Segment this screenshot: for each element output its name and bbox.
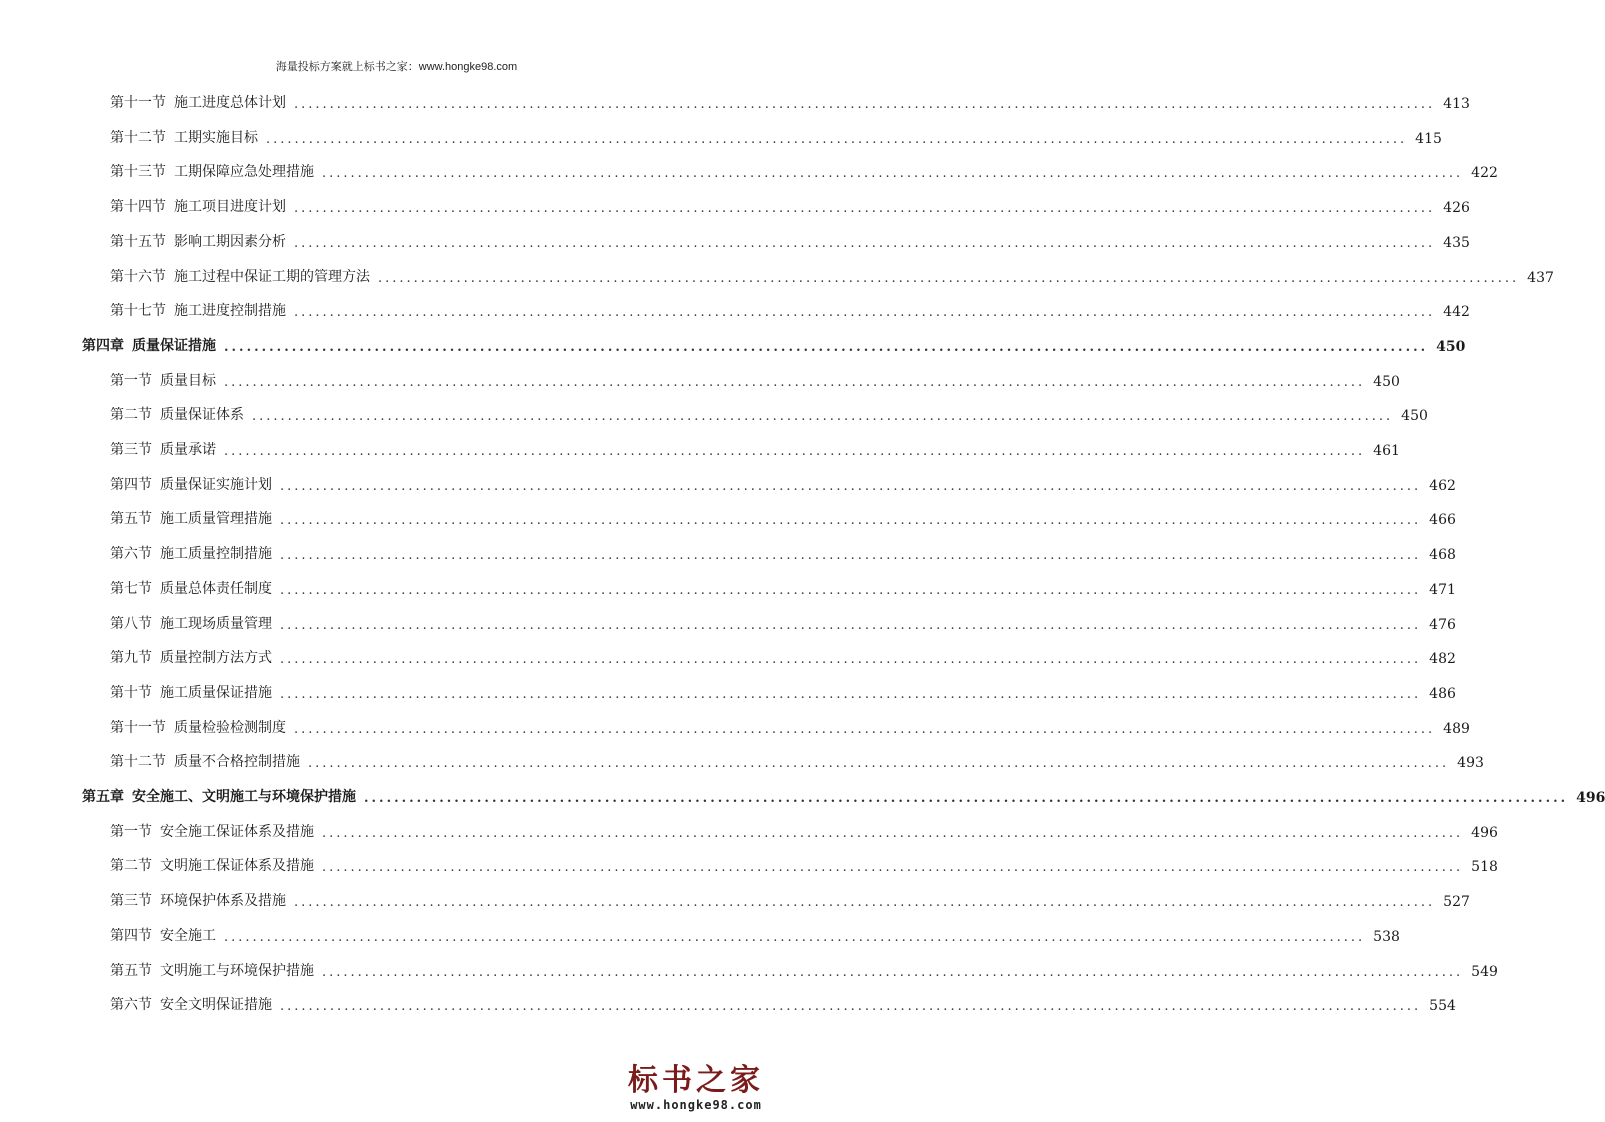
toc-entry-label	[110, 92, 286, 112]
toc-page-number: 518	[1471, 859, 1498, 876]
toc-section-entry[interactable]	[110, 539, 1456, 564]
toc-page-number: 422	[1471, 165, 1498, 182]
toc-entry-title: 安全施工保证体系及措施	[160, 823, 314, 840]
toc-section-entry[interactable]	[110, 851, 1498, 876]
toc-section-entry[interactable]	[110, 643, 1456, 668]
toc-entry-title: 质量承诺	[160, 442, 216, 458]
toc-section-entry[interactable]	[110, 713, 1470, 737]
toc-entry-number: 第二节	[110, 858, 152, 875]
toc-entry-title: 安全施工	[160, 927, 216, 944]
toc-leader-dots: ................................................................................................................................................................	[294, 305, 1436, 321]
toc-section-entry[interactable]	[110, 574, 1456, 598]
toc-page-number: 466	[1429, 512, 1456, 529]
logo-url: www.hongke98.com	[630, 1098, 762, 1112]
toc-leader-dots: ................................................................................................................................................................	[252, 409, 1394, 425]
toc-section-entry[interactable]	[110, 296, 1470, 321]
toc-entry-number: 第十五节	[110, 233, 166, 250]
toc-section-entry[interactable]	[110, 435, 1400, 459]
toc-entry-title: 影响工期因素分析	[174, 233, 286, 250]
toc-entry-label	[110, 439, 216, 459]
brand-logo	[621, 1064, 771, 1112]
toc-entry-title: 文明施工与环境保护措施	[160, 962, 314, 979]
toc-leader-dots: ................................................................................................................................................................	[224, 374, 1366, 390]
toc-page-number: 450	[1373, 373, 1400, 390]
toc-entry-label	[110, 647, 272, 667]
toc-section-entry[interactable]	[110, 817, 1498, 841]
toc-leader-dots: ................................................................................................................................................................	[224, 929, 1366, 945]
toc-entry-label	[110, 960, 314, 980]
toc-entry-number: 第一节	[110, 823, 152, 840]
toc-leader-dots: ................................................................................................................................................................	[294, 235, 1436, 251]
toc-leader-dots: ................................................................................................................................................................	[322, 166, 1464, 182]
toc-entry-title: 施工项目进度计划	[174, 199, 286, 216]
toc-entry-number: 第十一节	[110, 95, 166, 111]
toc-entry-label	[110, 821, 314, 841]
toc-entry-label	[110, 474, 272, 494]
toc-entry-label	[110, 890, 286, 910]
toc-chapter-entry[interactable]	[82, 331, 1466, 355]
toc-section-entry[interactable]	[110, 123, 1442, 147]
toc-section-entry[interactable]	[110, 88, 1470, 112]
toc-entry-label	[110, 578, 272, 598]
toc-entry-number: 第三节	[110, 893, 152, 910]
toc-section-entry[interactable]	[110, 262, 1554, 286]
toc-entry-label	[110, 613, 272, 633]
toc-entry-number: 第四章	[82, 337, 124, 354]
toc-entry-number: 第七节	[110, 580, 152, 597]
toc-entry-title: 质量保证体系	[160, 407, 244, 424]
toc-leader-dots: ................................................................................................................................................................	[294, 97, 1436, 112]
toc-entry-number: 第十三节	[110, 164, 166, 181]
toc-section-entry[interactable]	[110, 400, 1428, 425]
toc-entry-label	[110, 543, 272, 563]
toc-entry-label	[110, 370, 216, 390]
toc-page-number: 450	[1401, 408, 1428, 425]
toc-leader-dots: ................................................................................................................................................................	[224, 339, 1429, 355]
toc-page-number: 486	[1429, 685, 1456, 702]
toc-entry-label	[82, 335, 216, 355]
toc-entry-title: 工期保障应急处理措施	[174, 164, 314, 181]
toc-leader-dots: ................................................................................................................................................................	[294, 895, 1436, 911]
toc-entry-title: 质量保证实施计划	[160, 476, 272, 493]
toc-entry-label	[110, 855, 314, 875]
toc-entry-number: 第十六节	[110, 268, 166, 285]
toc-entry-title: 施工质量控制措施	[160, 546, 272, 563]
toc-section-entry[interactable]	[110, 609, 1456, 633]
toc-leader-dots: ................................................................................................................................................................	[280, 478, 1422, 494]
toc-section-entry[interactable]	[110, 227, 1470, 251]
toc-entry-title: 文明施工保证体系及措施	[160, 858, 314, 875]
toc-entry-number: 第十节	[110, 684, 152, 701]
toc-leader-dots: ................................................................................................................................................................	[322, 825, 1464, 841]
toc-page-number: 496	[1576, 790, 1605, 806]
toc-entry-number: 第一节	[110, 372, 152, 389]
toc-leader-dots: ................................................................................................................................................................	[280, 513, 1422, 529]
toc-entry-title: 质量总体责任制度	[160, 580, 272, 597]
toc-entry-number: 第三节	[110, 442, 152, 458]
toc-page-number: 450	[1436, 338, 1466, 355]
toc-entry-label	[110, 994, 272, 1014]
toc-entry-number: 第十一节	[110, 719, 166, 736]
toc-entry-title: 质量控制方法方式	[160, 650, 272, 667]
toc-entry-label	[110, 751, 300, 771]
toc-section-entry[interactable]	[110, 886, 1470, 911]
toc-section-entry[interactable]	[110, 747, 1484, 772]
toc-entry-label	[110, 404, 244, 424]
toc-entry-label	[110, 161, 314, 181]
toc-leader-dots: ................................................................................................................................................................	[280, 999, 1422, 1015]
toc-page-number: 461	[1373, 443, 1400, 459]
toc-page-number: 549	[1471, 963, 1498, 980]
toc-leader-dots: ................................................................................................................................................................	[294, 721, 1436, 737]
toc-leader-dots: ................................................................................................................................................................	[322, 964, 1464, 980]
toc-page-number: 462	[1429, 477, 1456, 494]
toc-entry-number: 第二节	[110, 407, 152, 424]
toc-leader-dots: ................................................................................................................................................................	[280, 582, 1422, 598]
toc-entry-number: 第六节	[110, 546, 152, 563]
toc-entry-label	[110, 266, 370, 286]
toc-entry-title: 施工过程中保证工期的管理方法	[174, 268, 370, 285]
toc-entry-number: 第十二节	[110, 754, 166, 771]
toc-entry-label	[110, 925, 216, 945]
toc-section-entry[interactable]	[110, 192, 1470, 217]
toc-section-entry[interactable]	[110, 470, 1456, 494]
toc-entry-label	[110, 231, 286, 251]
toc-entry-label	[82, 786, 356, 806]
toc-entry-number: 第九节	[110, 650, 152, 667]
toc-page-number: 437	[1527, 269, 1554, 286]
toc-entry-title: 施工进度控制措施	[174, 303, 286, 320]
toc-entry-label	[110, 196, 286, 216]
toc-leader-dots: ................................................................................................................................................................	[378, 270, 1520, 286]
toc-section-entry[interactable]	[110, 678, 1456, 702]
toc-page-number: 413	[1443, 96, 1470, 112]
toc-section-entry[interactable]	[110, 157, 1498, 182]
toc-entry-number: 第八节	[110, 615, 152, 632]
toc-entry-title: 安全施工、文明施工与环境保护措施	[132, 789, 356, 805]
toc-entry-label	[110, 682, 272, 702]
toc-page-number: 468	[1429, 547, 1456, 564]
toc-section-entry[interactable]	[110, 990, 1456, 1015]
toc-entry-label	[110, 300, 286, 320]
toc-page-number: 442	[1443, 304, 1470, 321]
toc-page-number: 482	[1429, 651, 1456, 668]
toc-page-number: 554	[1429, 998, 1456, 1015]
toc-entry-number: 第五章	[82, 789, 124, 805]
toc-chapter-entry[interactable]	[82, 782, 1605, 806]
toc-entry-title: 质量保证措施	[132, 337, 216, 354]
logo-text: 标书之家	[628, 1063, 764, 1098]
toc-entry-number: 第四节	[110, 927, 152, 944]
toc-entry-title: 质量不合格控制措施	[174, 754, 300, 771]
toc-page-number: 415	[1415, 130, 1442, 147]
toc-entry-number: 第六节	[110, 997, 152, 1014]
toc-entry-title: 质量目标	[160, 372, 216, 389]
toc-page-number: 435	[1443, 234, 1470, 251]
toc-leader-dots: ................................................................................................................................................................	[364, 791, 1569, 806]
toc-page-number: 538	[1373, 928, 1400, 945]
toc-leader-dots: ................................................................................................................................................................	[308, 756, 1450, 772]
toc-page-number: 476	[1429, 616, 1456, 633]
toc-leader-dots: ................................................................................................................................................................	[294, 201, 1436, 217]
toc-entry-number: 第十二节	[110, 129, 166, 146]
toc-entry-label	[110, 127, 258, 147]
toc-section-entry[interactable]	[110, 366, 1400, 390]
toc-leader-dots: ................................................................................................................................................................	[266, 131, 1408, 147]
toc-entry-label	[110, 508, 272, 528]
toc-entry-title: 工期实施目标	[174, 129, 258, 146]
toc-page-number: 426	[1443, 200, 1470, 217]
toc-section-entry[interactable]	[110, 921, 1400, 945]
toc-leader-dots: ................................................................................................................................................................	[224, 444, 1366, 459]
toc-entry-number: 第五节	[110, 962, 152, 979]
toc-page-number: 527	[1443, 894, 1470, 911]
toc-section-entry[interactable]	[110, 956, 1498, 980]
toc-leader-dots: ................................................................................................................................................................	[280, 652, 1422, 668]
toc-page-number: 496	[1471, 824, 1498, 841]
toc-entry-label	[110, 717, 286, 737]
toc-entry-number: 第十七节	[110, 303, 166, 320]
toc-entry-number: 第五节	[110, 511, 152, 528]
toc-page-number: 489	[1443, 720, 1470, 737]
toc-entry-title: 施工进度总体计划	[174, 95, 286, 111]
toc-leader-dots: ................................................................................................................................................................	[280, 548, 1422, 564]
toc-entry-title: 环境保护体系及措施	[160, 893, 286, 910]
toc-entry-title: 质量检验检测制度	[174, 719, 286, 736]
toc-entry-title: 施工质量保证措施	[160, 684, 272, 701]
toc-leader-dots: ................................................................................................................................................................	[280, 617, 1422, 633]
toc-entry-title: 安全文明保证措施	[160, 997, 272, 1014]
toc-section-entry[interactable]	[110, 504, 1456, 529]
toc-entry-number: 第十四节	[110, 199, 166, 216]
toc-entry-title: 施工质量管理措施	[160, 511, 272, 528]
toc-entry-number: 第四节	[110, 476, 152, 493]
toc-page-number: 471	[1429, 581, 1456, 598]
toc-leader-dots: ................................................................................................................................................................	[280, 686, 1422, 702]
page-header: 海量投标方案就上标书之家：www.hongke98.com	[275, 61, 518, 73]
toc-leader-dots: ................................................................................................................................................................	[322, 860, 1464, 876]
toc-page-number: 493	[1457, 755, 1484, 772]
toc-entry-title: 施工现场质量管理	[160, 615, 272, 632]
